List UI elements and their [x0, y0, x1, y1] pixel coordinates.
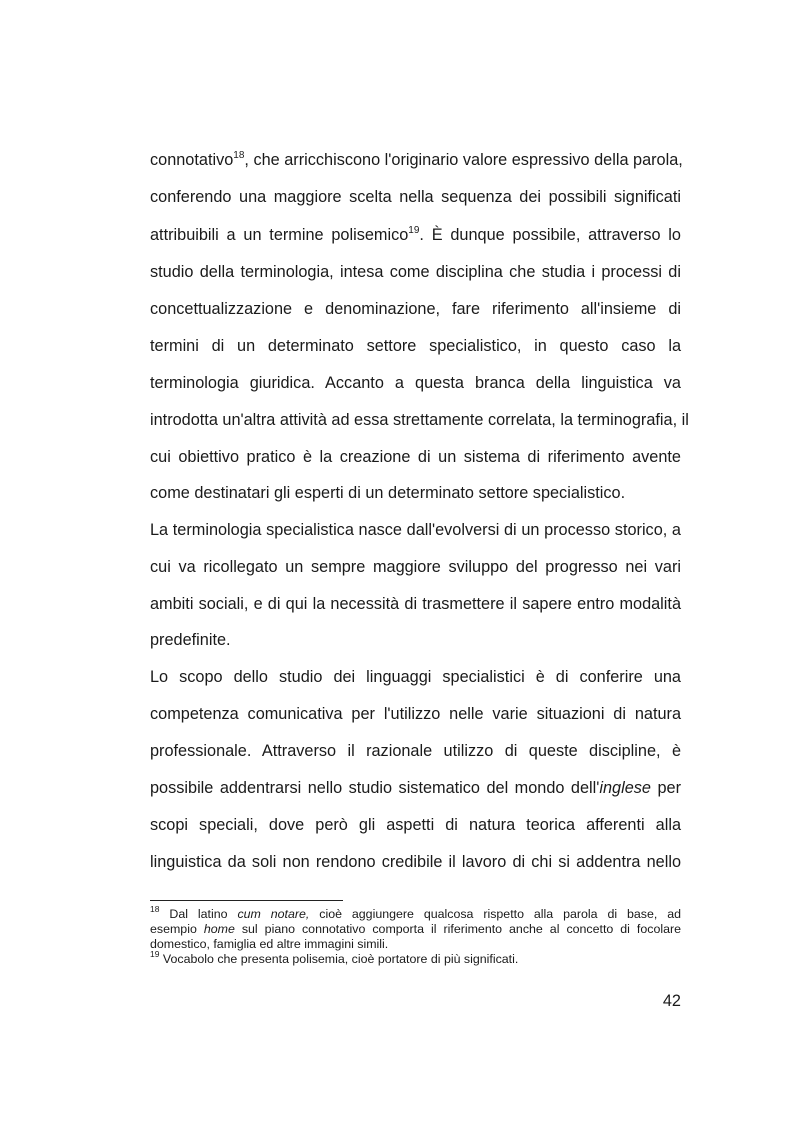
body-line: ambiti sociali, e di qui la necessità di trasmettere il sapere entro modalità	[150, 595, 681, 613]
body-line: competenza comunicativa per l'utilizzo nelle varie situazioni di natura	[150, 705, 681, 723]
footnote-ref-18[interactable]: 18	[233, 149, 245, 161]
body-line: terminologia giuridica. Accanto a questa branca della linguistica va	[150, 374, 681, 392]
footnote-18-line: esempio home sul piano connotativo comporta il riferimento anche al concetto di focolare	[150, 922, 681, 936]
body-line: professionale. Attraverso il razionale utilizzo di queste discipline, è	[150, 742, 681, 760]
body-line: termini di un determinato settore specialistico, in questo caso la	[150, 337, 681, 355]
body-line: possibile addentrarsi nello studio sistematico del mondo dell'inglese per	[150, 779, 681, 797]
footnote-number-18: 18	[150, 903, 160, 914]
footnote-separator	[150, 900, 343, 901]
body-line: conferendo una maggiore scelta nella sequenza dei possibili significati	[150, 188, 681, 206]
body-line: linguistica da soli non rendono credibile il lavoro di chi si addentra nello	[150, 853, 681, 871]
body-line: concettualizzazione e denominazione, fare riferimento all'insieme di	[150, 300, 681, 318]
footnote-18-line: domestico, famiglia ed altre immagini simili.	[150, 937, 389, 951]
body-line: predefinite.	[150, 631, 231, 649]
body-line: studio della terminologia, intesa come disciplina che studia i processi di	[150, 263, 681, 281]
page-number: 42	[662, 992, 681, 1010]
body-line: come destinatari gli esperti di un determinato settore specialistico.	[150, 484, 626, 502]
body-line: La terminologia specialistica nasce dall'evolversi di un processo storico, a	[150, 521, 681, 539]
body-line: attribuibili a un termine polisemico$^{19}$. È dunque possibile, attraverso lo	[150, 224, 681, 244]
footnote-number-19: 19	[150, 948, 160, 959]
body-line: scopi speciali, dove però gli aspetti di natura teorica afferenti alla	[150, 816, 681, 834]
footnote-19-line: $^{19}$ Vocabolo che presenta polisemia, cioè portatore di più significati.	[150, 948, 519, 966]
body-line: connotativo$^{18}$, che arricchiscono l'originario valore espressivo della parola,	[150, 149, 683, 169]
body-line: introdotta un'altra attività ad essa strettamente correlata, la terminografia, il	[150, 411, 689, 429]
body-line: Lo scopo dello studio dei linguaggi specialistici è di conferire una	[150, 668, 681, 686]
footnote-ref-19[interactable]: 19	[408, 224, 420, 236]
footnote-18-line: $^{18}$ Dal latino cum notare, cioè aggiungere qualcosa rispetto alla parola di base, ad	[150, 903, 682, 921]
body-line: cui va ricollegato un sempre maggiore sviluppo del progresso nei vari	[150, 558, 681, 576]
body-line: cui obiettivo pratico è la creazione di un sistema di riferimento avente	[150, 448, 681, 466]
